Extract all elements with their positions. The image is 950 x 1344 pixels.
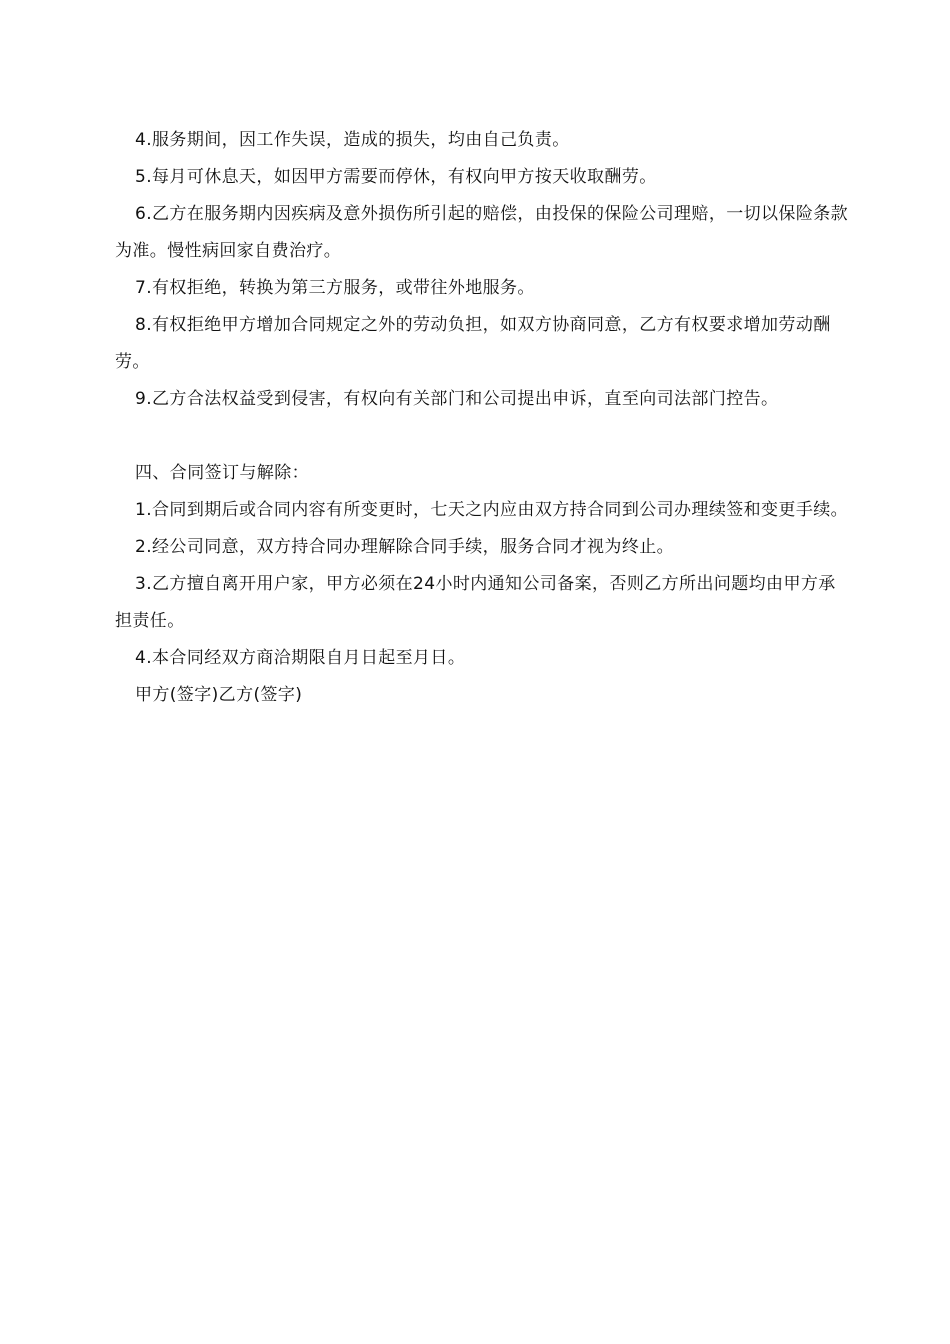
clause-3-5: 5.每月可休息天，如因甲方需要而停休，有权向甲方按天收取酬劳。 [135, 167, 657, 187]
clause-3-4: 4.服务期间，因工作失误，造成的损失，均由自己负责。 [135, 130, 570, 150]
clause-4-3: 3.乙方擅自离开用户家，甲方必须在24小时内通知公司备案，否则乙方所出问题均由甲方承担责任。 [115, 574, 836, 631]
clause-3-7: 7.有权拒绝，转换为第三方服务，或带往外地服务。 [135, 278, 535, 298]
clause-4-1: 1.合同到期后或合同内容有所变更时，七天之内应由双方持合同到公司办理续签和变更手续。 [135, 500, 849, 520]
clause-4-2: 2.经公司同意，双方持合同办理解除合同手续，服务合同才视为终止。 [135, 537, 675, 557]
clause-4-4: 4.本合同经双方商洽期限自月日起至月日。 [135, 648, 466, 668]
clause-3-9: 9.乙方合法权益受到侵害，有权向有关部门和公司提出申诉，直至向司法部门控告。 [135, 389, 779, 409]
signature-line: 甲方(签字)乙方(签字) [135, 685, 303, 705]
section-spacer [115, 418, 850, 455]
clause-3-6: 6.乙方在服务期内因疾病及意外损伤所引起的赔偿，由投保的保险公司理赔，一切以保险条款为准。慢性病回家自费治疗。 [115, 204, 849, 261]
contract-body [115, 122, 850, 714]
clause-3-8: 8.有权拒绝甲方增加合同规定之外的劳动负担，如双方协商同意，乙方有权要求增加劳动酬劳。 [115, 315, 831, 372]
section-4-heading: 四、合同签订与解除： [135, 463, 309, 483]
